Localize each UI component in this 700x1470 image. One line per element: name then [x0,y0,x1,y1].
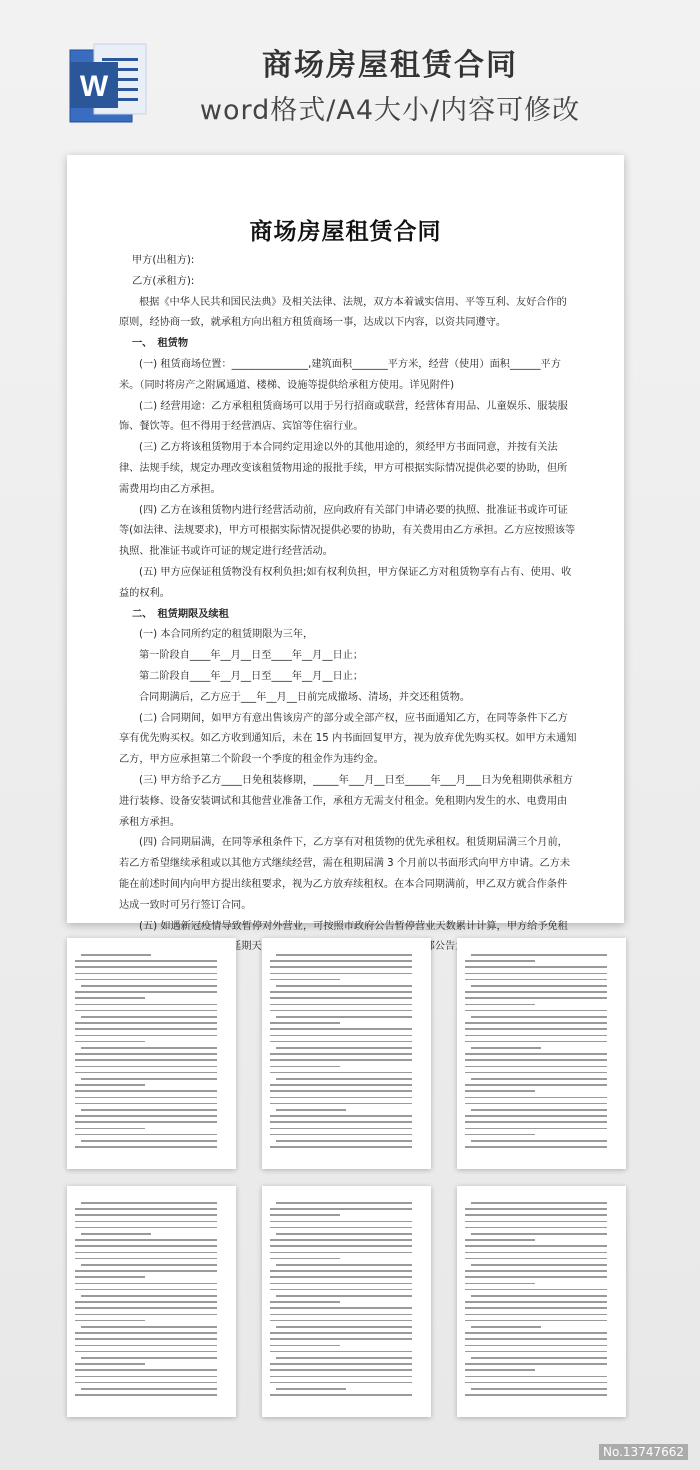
thumbnail-text-line [276,1326,412,1328]
thumbnail-text-line [276,1047,412,1049]
thumbnail-text-line [276,1233,412,1235]
thumbnail-text-line [465,997,607,999]
thumbnail-text-line [75,1252,217,1254]
thumbnail-text-line [75,1115,217,1117]
thumbnail-text-line [81,1295,217,1297]
thumbnail-text-line [270,1382,412,1384]
thumbnail-text-line [465,1035,607,1037]
thumbnail-text-line [75,1283,217,1285]
thumbnail-text-line [465,1090,535,1092]
thumbnail-text-line [270,1035,412,1037]
paragraph: (三) 乙方将该租赁物用于本合同约定用途以外的其他用途的，须经甲方书面同意，并按有关法律、法规手续，规定办理改变该租赁物用途的报批手续，甲方可根据实际情况提供必要的协助，但所需费用均由乙方承担。 [119,442,568,495]
thumbnail-text-line [270,1239,412,1241]
thumbnail-text-line [270,973,412,975]
thumbnail-text-line [75,973,217,975]
thumbnail-text-line [276,1078,412,1080]
thumbnail-text-line [465,1332,607,1334]
thumbnail-text-line [270,1022,340,1024]
thumbnail-text-line [270,1301,340,1303]
thumbnail-text-line [270,1214,340,1216]
thumbnail-text-line [75,1097,217,1099]
header-banner [0,0,700,140]
thumbnail-text-line [75,1301,217,1303]
thumbnail-text-line [471,1388,607,1390]
paragraph: 甲方(出租方): [132,255,195,266]
thumbnail-text-line [75,1041,145,1043]
thumbnail-text-line [75,1338,217,1340]
thumbnail-text-line [270,1394,412,1396]
thumbnail-text-line [75,1270,217,1272]
thumbnail-text-line [471,1357,607,1359]
thumbnail-text-line [75,1010,217,1012]
thumbnail-text-line [465,1214,607,1216]
thumbnail-text-line [465,1041,607,1043]
thumbnail-page [67,1186,236,1417]
paragraph: 第二阶段自____年__月__日至____年__月__日止； [139,670,364,682]
thumbnail-text-line [81,1264,217,1266]
thumbnail-text-line [465,1307,607,1309]
thumbnail-text-line [81,985,217,987]
thumbnail-text-line [75,1307,217,1309]
thumbnail-text-line [471,1264,607,1266]
thumbnail-text-line [75,1320,145,1322]
thumbnail-text-line [75,1146,217,1148]
paragraph: 乙方(承租方): [132,275,195,287]
thumbnail-text-line [465,1283,535,1285]
thumbnail-text-line [81,1109,217,1111]
thumbnail-text-line [75,1258,217,1260]
thumbnail-text-line [75,1276,145,1278]
thumbnail-text-line [270,1059,412,1061]
paragraph: 第一阶段自____年__月__日至____年__月__日止； [139,650,364,662]
thumbnail-text-line [465,1258,607,1260]
thumbnail-text-line [270,1208,412,1210]
thumbnail-text-line [465,973,607,975]
thumbnail-text-line [465,1134,535,1136]
thumbnail-text-line [471,1109,607,1111]
thumbnail-text-line [276,1295,412,1297]
thumbnail-text-line [270,1252,412,1254]
thumbnail-text-line [276,1264,412,1266]
document-page [67,155,624,953]
thumbnail-text-line [465,1022,607,1024]
thumbnail-text-line [465,1239,535,1241]
thumbnail-text-line [465,1121,607,1123]
thumbnail-text-line [75,1028,217,1030]
thumbnail-text-line [270,1115,412,1117]
thumbnail-text-line [471,1078,607,1080]
paragraph: (一) 租赁商场位置：_______________,建筑面积_______平方米，经营（使用）面积______平方米。（同时将房产之附属通道、楼梯、设施等提供给承租方使用。详见附件) [119,358,561,391]
thumbnail-text-line [81,1233,151,1235]
thumbnail-text-line [270,1283,412,1285]
thumbnail-page [457,1186,626,1417]
thumbnail-text-line [471,1295,607,1297]
thumbnail-text-line [270,1097,412,1099]
thumbnail-text-line [465,1028,607,1030]
thumbnail-text-line [75,1004,217,1006]
thumbnail-text-line [276,1140,412,1142]
thumbnail-text-line [465,1208,607,1210]
thumbnail-text-line [276,1357,412,1359]
thumbnail-text-line [465,1245,607,1247]
thumbnail-text-line [465,1351,607,1353]
thumbnail-text-line [75,1394,217,1396]
thumbnail-text-line [270,991,412,993]
thumbnail-text-line [75,1314,217,1316]
thumbnail-text-line [270,960,412,962]
thumbnail-text-line [75,979,217,981]
thumbnail-text-line [465,1066,607,1068]
thumbnail-text-line [75,1363,145,1365]
thumbnail-text-line [75,960,217,962]
thumbnail-text-line [75,966,217,968]
thumbnail-text-line [81,1326,217,1328]
thumbnail-text-line [270,1338,412,1340]
thumbnail-text-line [270,1276,412,1278]
thumbnail-text-line [270,1066,340,1068]
thumbnail-text-line [270,1320,412,1322]
thumbnail-text-line [270,1332,412,1334]
thumbnail-text-line [465,1115,607,1117]
thumbnail-text-line [276,985,412,987]
thumbnail-text-line [465,1004,535,1006]
thumbnail-text-line [270,997,412,999]
thumbnail-text-line [270,1289,412,1291]
thumbnail-text-line [75,1059,217,1061]
thumbnail-text-line [75,1221,217,1223]
thumbnail-text-line [465,1276,607,1278]
thumbnail-text-line [465,1289,607,1291]
thumbnail-text-line [270,1134,412,1136]
thumbnail-page [67,938,236,1169]
thumbnail-text-line [81,1388,217,1390]
thumbnail-text-line [270,1258,340,1260]
document-body [119,251,577,958]
paragraph: (二) 经营用途：乙方承租租赁商场可以用于另行招商或联营，经营体育用品、儿童娱乐、服装服饰、餐饮等。但不得用于经营酒店、宾馆等住宿行业。 [119,400,568,433]
thumbnail-text-line [270,979,340,981]
thumbnail-text-line [270,1363,412,1365]
thumbnail-text-line [465,1338,607,1340]
thumbnail-text-line [270,1072,412,1074]
thumbnail-text-line [276,1109,346,1111]
thumbnail-text-line [471,954,607,956]
thumbnail-text-line [270,1245,412,1247]
paragraph: 根据《中华人民共和国民法典》及相关法律、法规，双方本着诚实信用、平等互利、友好合作的原则，经协商一致，就承租方向出租方租赁商场一事，达成以下内容，以资共同遵守。 [119,296,567,329]
thumbnail-text-line [75,1351,217,1353]
thumbnail-text-line [270,966,412,968]
thumbnail-text-line [81,1357,217,1359]
thumbnail-page [262,1186,431,1417]
paragraph: (四) 乙方在该租赁物内进行经营活动前，应向政府有关部门申请必要的执照、批准证书或许可证等(如法律、法规要求)，甲方可根据实际情况提供必要的协助，有关费用由乙方承担。乙方应按照该等执照、批准证书或许可证的规定进行经营活动。 [119,504,576,558]
section-heading: 一、 租赁物 [132,338,189,350]
thumbnail-text-line [270,1090,412,1092]
thumbnail-text-line [270,1351,412,1353]
thumbnail-text-line [75,1245,217,1247]
thumbnail-text-line [471,1326,541,1328]
thumbnail-page [262,938,431,1169]
thumbnail-text-line [270,1369,412,1371]
thumbnail-text-line [81,1047,217,1049]
document-title: 商场房屋租赁合同 [249,218,442,245]
thumbnail-text-line [465,1072,607,1074]
thumbnail-text-line [465,966,607,968]
thumbnail-text-line [471,1047,541,1049]
paragraph: (一) 本合同所约定的租赁期限为三年， [139,629,314,641]
thumbnail-text-line [75,1289,217,1291]
thumbnail-text-line [81,1140,217,1142]
thumbnail-text-line [81,954,151,956]
thumbnail-text-line [75,1134,217,1136]
thumbnail-text-line [276,1016,412,1018]
thumbnail-text-line [75,1121,217,1123]
thumbnail-text-line [270,1121,412,1123]
thumbnail-text-line [270,1345,340,1347]
banner-subtitle: word格式/A4大小/内容可修改 [199,95,581,126]
thumbnail-text-line [75,1084,145,1086]
thumbnail-text-line [465,979,607,981]
thumbnail-text-line [270,1041,412,1043]
thumbnail-text-line [270,1028,412,1030]
thumbnail-text-line [465,1097,607,1099]
thumbnail-text-line [270,1084,412,1086]
thumbnail-text-line [81,1202,217,1204]
thumbnail-text-line [276,954,412,956]
thumbnail-text-line [75,1022,217,1024]
thumbnail-text-line [270,1376,412,1378]
thumbnail-text-line [465,1084,607,1086]
thumbnail-text-line [465,1053,607,1055]
thumbnail-text-line [75,1227,217,1229]
thumbnail-page [457,938,626,1169]
thumbnail-text-line [75,1072,217,1074]
thumbnail-text-line [465,1314,607,1316]
thumbnail-text-line [75,1332,217,1334]
thumbnail-text-line [465,1363,607,1365]
thumbnail-text-line [75,1345,217,1347]
thumbnail-text-line [471,985,607,987]
thumbnail-text-line [276,1202,412,1204]
watermark-id: No.13747662 [599,1444,688,1460]
thumbnail-text-line [75,1035,217,1037]
thumbnail-text-line [75,1066,217,1068]
thumbnail-text-line [465,1221,607,1223]
thumbnail-text-line [75,997,145,999]
svg-text:W: W [79,70,109,103]
paragraph: (三) 甲方给予乙方____日免租装修期，_____年___月__日至_____年___月___日为免租期供承租方进行装修、设备安装调试和其他营业准备工作，承租方无需支付租金。免租期内发生的水、电费用由承租方承担。 [119,774,573,828]
thumbnail-text-line [471,1202,607,1204]
thumbnail-text-line [75,1128,145,1130]
thumbnail-text-line [75,1214,217,1216]
word-document-icon [68,42,152,126]
paragraph: (二) 合同期间，如甲方有意出售该房产的部分或全部产权，应书面通知乙方，在同等条件下乙方享有优先购买权。如乙方收到通知后，未在 15 内书面回复甲方，视为放弃优先购买权。如甲方未通知乙方，甲方应承担第二个阶段一个季度的租金作为违约金。 [119,712,577,766]
thumbnail-text-line [465,1128,607,1130]
thumbnail-text-line [465,1010,607,1012]
thumbnail-text-line [81,1016,217,1018]
thumbnail-text-line [465,1146,607,1148]
thumbnail-text-line [276,1388,346,1390]
thumbnail-text-line [75,1208,217,1210]
paragraph: (五) 如遇新冠疫情导致暂停对外营业，可按照市政府公告暂停营业天数累计计算，甲方给予免租 具体延期天 挥部公告为 [139,920,568,953]
thumbnail-text-line [75,1369,217,1371]
thumbnail-text-line [471,1233,607,1235]
thumbnail-text-line [465,1345,607,1347]
thumbnail-text-line [465,1320,607,1322]
thumbnail-text-line [465,1369,535,1371]
thumbnail-text-line [75,1382,217,1384]
thumbnail-text-line [270,1146,412,1148]
section-heading: 二、 租赁期限及续租 [132,608,229,620]
thumbnail-text-line [465,1059,607,1061]
thumbnail-text-line [471,1140,607,1142]
thumbnail-text-line [270,1010,412,1012]
thumbnail-text-line [75,1053,217,1055]
thumbnail-text-line [75,1090,217,1092]
thumbnail-text-line [471,1016,607,1018]
thumbnail-text-line [270,1128,412,1130]
paragraph: (四) 合同期届满，在同等承租条件下，乙方享有对租赁物的优先承租权。租赁期届满三个月前，若乙方希望继续承租或以其他方式继续经营，需在租期届满 3 个月前以书面形式向甲方申请。乙方未能在前述时间内向甲方提出续租要求，视为乙方放弃续租权。在本合同期满前，甲乙双方就合作条件达成一致时可另行签订合同。 [119,837,571,911]
paragraph: (五) 甲方应保证租赁物没有权利负担;如有权利负担，甲方保证乙方对租赁物享有占有、使用、收益的权利。 [119,566,572,599]
thumbnail-text-line [465,1382,607,1384]
thumbnail-text-line [270,1314,412,1316]
thumbnail-text-line [270,1103,412,1105]
thumbnail-text-line [270,1004,412,1006]
thumbnail-text-line [270,1227,412,1229]
thumbnail-text-line [75,1103,217,1105]
thumbnail-text-line [270,1053,412,1055]
thumbnail-text-line [75,1239,217,1241]
thumbnail-text-line [270,1307,412,1309]
thumbnail-text-line [465,960,535,962]
thumbnail-text-line [465,991,607,993]
thumbnail-text-line [465,1252,607,1254]
thumbnail-text-line [270,1221,412,1223]
thumbnail-text-line [465,1103,607,1105]
thumbnail-text-line [465,1270,607,1272]
thumbnail-text-line [465,1394,607,1396]
thumbnail-text-line [270,1270,412,1272]
thumbnail-text-line [465,1376,607,1378]
thumbnail-text-line [465,1227,607,1229]
banner-title: 商场房屋租赁合同 [262,48,518,83]
paragraph: 合同期满后，乙方应于___年__月__日前完成撤场、清场，并交还租赁物。 [139,691,471,703]
thumbnail-text-line [465,1301,607,1303]
thumbnail-text-line [81,1078,217,1080]
thumbnail-text-line [75,991,217,993]
thumbnail-text-line [75,1376,217,1378]
